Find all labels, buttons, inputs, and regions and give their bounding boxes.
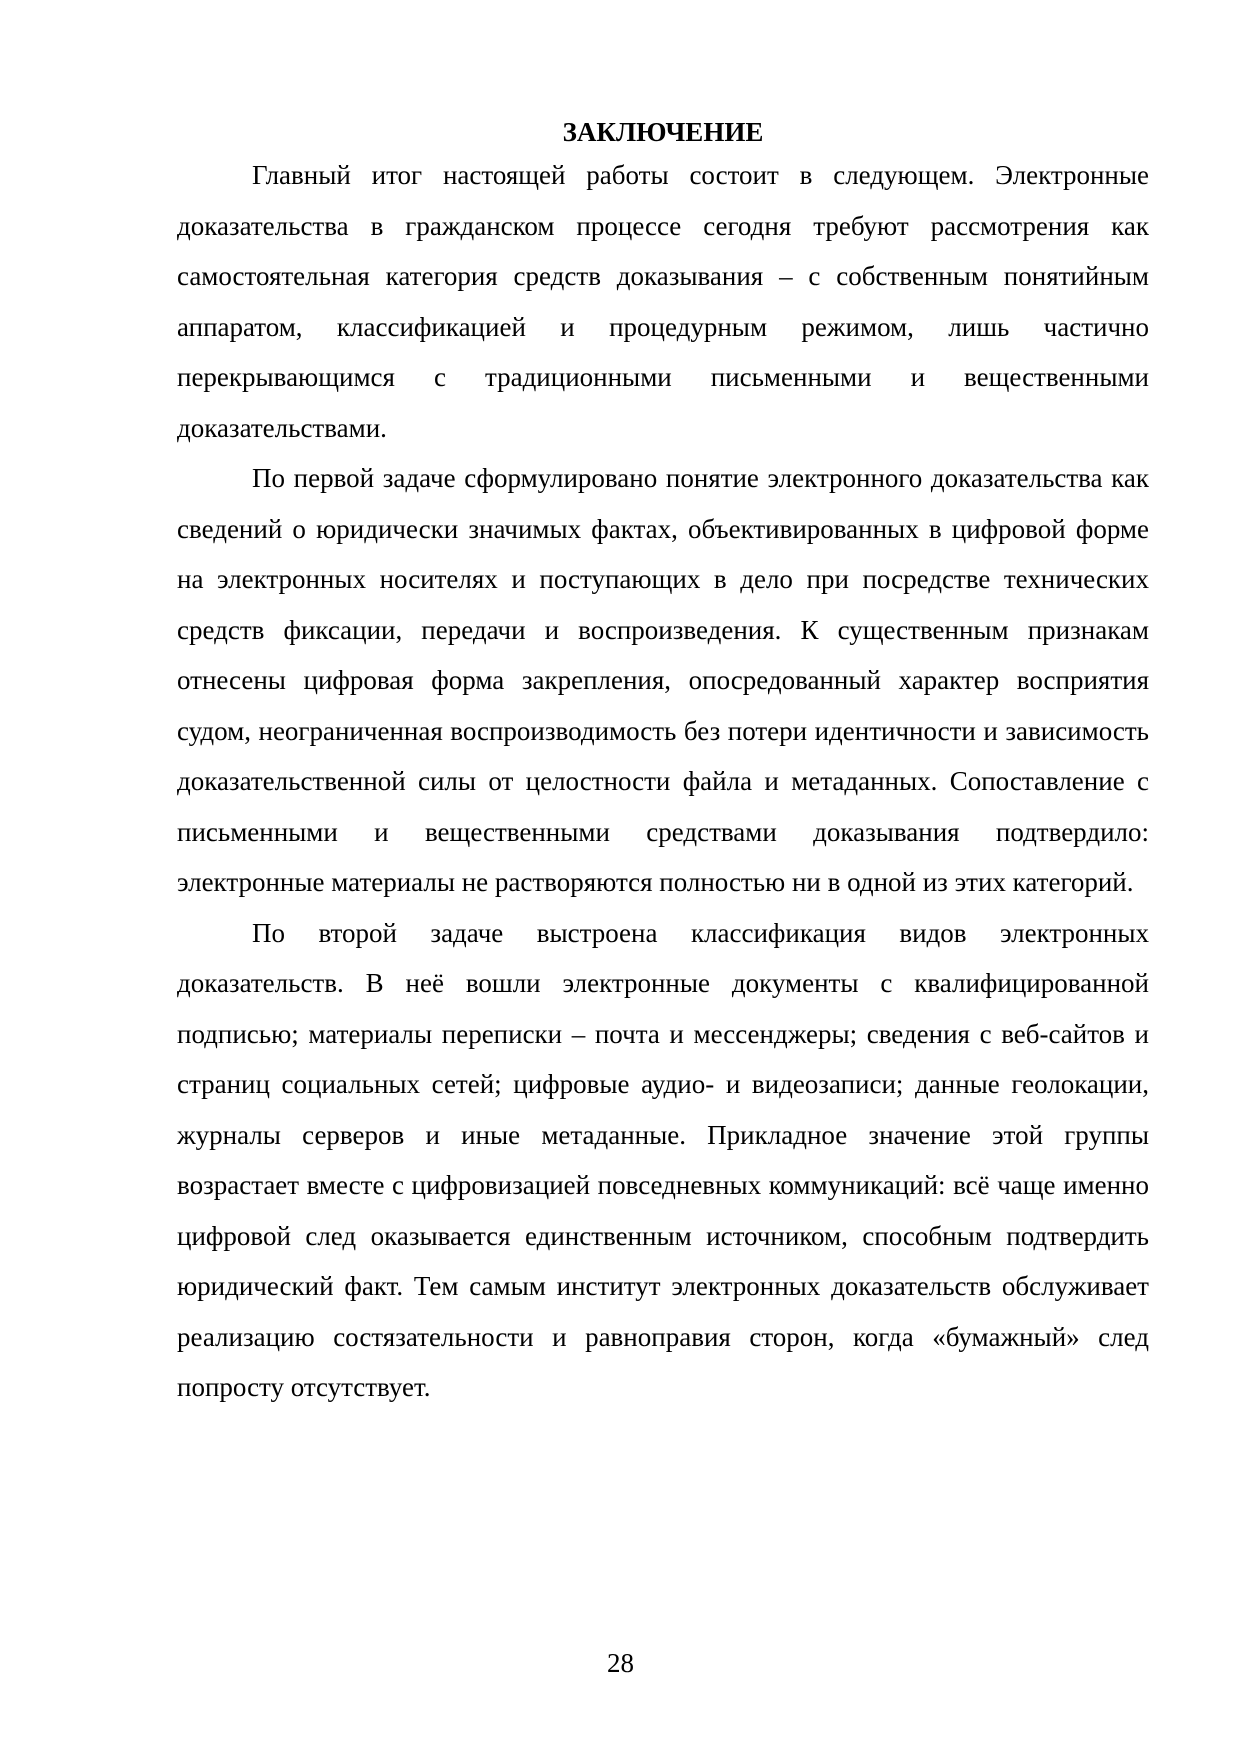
page-content bbox=[177, 114, 1149, 1413]
paragraph-second-task: По второй задаче выстроена классификация видов электронных доказательств. В неё вошли электронные документы с квалифицированной подписью; материалы переписки – почта и мессенджеры; сведения с веб-сайтов и страниц социальных сетей; цифровые аудио- и видеозаписи; данные геолокации, журналы серверов и иные метаданные. Прикладное значение этой группы возрастает вместе с цифровизацией повседневных коммуникаций: всё чаще именно цифровой след оказывается единственным источником, способным подтвердить юридический факт. Тем самым институт электронных доказательств обслуживает реализацию состязательности и равноправия сторон, когда «бумажный» след попросту отсутствует. bbox=[177, 917, 1149, 1402]
page-number: 28 bbox=[607, 1648, 634, 1678]
paragraph-first-task: По первой задаче сформулировано понятие электронного доказательства как сведений о юридически значимых фактах, объективированных в цифровой форме на электронных носителях и поступающих в дело при посредстве технических средств фиксации, передачи и воспроизведения. К существенным признакам отнесены цифровая форма закрепления, опосредованный характер восприятия судом, неограниченная воспроизводимость без потери идентичности и зависимость доказательственной силы от целостности файла и метаданных. Сопоставление с письменными и вещественными средствами доказывания подтвердило: электронные материалы не растворяются полностью ни в одной из этих категорий. bbox=[177, 463, 1149, 897]
page-title: ЗАКЛЮЧЕНИЕ bbox=[562, 117, 764, 147]
paragraph-summary: Главный итог настоящей работы состоит в следующем. Электронные доказательства в гражданском процессе сегодня требуют рассмотрения как самостоятельная категория средств доказывания – с собственным понятийным аппаратом, классификацией и процедурным режимом, лишь частично перекрывающимся с традиционными письменными и вещественными доказательствами. bbox=[177, 160, 1149, 443]
